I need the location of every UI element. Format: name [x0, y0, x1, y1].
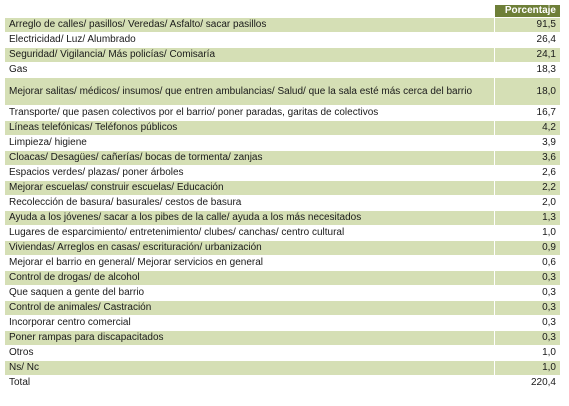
row-value: 18,3 [495, 63, 561, 78]
total-row [5, 376, 561, 391]
table-row [5, 241, 561, 256]
row-label: Arreglo de calles/ pasillos/ Veredas/ Asfalto/ sacar pasillos [5, 18, 495, 33]
row-label: Viviendas/ Arreglos en casas/ escrituración/ urbanización [5, 241, 495, 256]
row-value: 16,7 [495, 106, 561, 121]
row-label: Ns/ Nc [5, 361, 495, 376]
table-row [5, 226, 561, 241]
row-label: Control de animales/ Castración [5, 301, 495, 316]
table-row [5, 196, 561, 211]
table-row [5, 211, 561, 226]
row-label: Poner rampas para discapacitados [5, 331, 495, 346]
total-value: 220,4 [495, 376, 561, 391]
row-label: Que saquen a gente del barrio [5, 286, 495, 301]
row-value: 1,0 [495, 226, 561, 241]
table-header-row [5, 5, 561, 18]
row-value: 26,4 [495, 33, 561, 48]
row-label: Electricidad/ Luz/ Alumbrado [5, 33, 495, 48]
table-row [5, 18, 561, 33]
row-label: Líneas telefónicas/ Teléfonos públicos [5, 121, 495, 136]
row-value: 2,2 [495, 181, 561, 196]
row-label: Mejorar escuelas/ construir escuelas/ Educación [5, 181, 495, 196]
row-label: Mejorar el barrio en general/ Mejorar servicios en general [5, 256, 495, 271]
row-label: Incorporar centro comercial [5, 316, 495, 331]
table-row [5, 286, 561, 301]
row-value: 0,3 [495, 331, 561, 346]
row-value: 2,0 [495, 196, 561, 211]
row-value: 3,6 [495, 151, 561, 166]
row-label: Transporte/ que pasen colectivos por el barrio/ poner paradas, garitas de colectivos [5, 106, 495, 121]
row-value: 91,5 [495, 18, 561, 33]
row-value: 1,0 [495, 361, 561, 376]
header-label-cell [5, 5, 495, 18]
table-row [5, 48, 561, 63]
table-row [5, 136, 561, 151]
row-value: 2,6 [495, 166, 561, 181]
table-row [5, 151, 561, 166]
row-value: 4,2 [495, 121, 561, 136]
table-row [5, 106, 561, 121]
row-label: Gas [5, 63, 495, 78]
table-row [5, 361, 561, 376]
survey-table [4, 4, 561, 391]
row-label: Lugares de esparcimiento/ entretenimiento/ clubes/ canchas/ centro cultural [5, 226, 495, 241]
row-value: 3,9 [495, 136, 561, 151]
row-value: 0,3 [495, 271, 561, 286]
total-label: Total [5, 376, 495, 391]
table-row [5, 301, 561, 316]
table-row [5, 181, 561, 196]
table-row [5, 78, 561, 106]
row-value: 24,1 [495, 48, 561, 63]
table-row [5, 256, 561, 271]
row-label: Seguridad/ Vigilancia/ Más policías/ Comisaría [5, 48, 495, 63]
row-value: 0,9 [495, 241, 561, 256]
row-value: 0,3 [495, 301, 561, 316]
row-label: Espacios verdes/ plazas/ poner árboles [5, 166, 495, 181]
table-row [5, 271, 561, 286]
row-value: 1,0 [495, 346, 561, 361]
table-row [5, 316, 561, 331]
table-row [5, 346, 561, 361]
row-label: Mejorar salitas/ médicos/ insumos/ que entren ambulancias/ Salud/ que la sala esté más cerca del barrio [5, 78, 495, 106]
row-value: 0,6 [495, 256, 561, 271]
row-label: Recolección de basura/ basurales/ cestos de basura [5, 196, 495, 211]
row-value: 0,3 [495, 286, 561, 301]
row-value: 18,0 [495, 78, 561, 106]
table-row [5, 63, 561, 78]
header-percentage: Porcentaje [495, 5, 561, 18]
row-label: Otros [5, 346, 495, 361]
row-label: Cloacas/ Desagües/ cañerías/ bocas de tormenta/ zanjas [5, 151, 495, 166]
table-row [5, 33, 561, 48]
row-label: Control de drogas/ de alcohol [5, 271, 495, 286]
row-label: Limpieza/ higiene [5, 136, 495, 151]
table-row [5, 331, 561, 346]
row-value: 0,3 [495, 316, 561, 331]
table-row [5, 121, 561, 136]
row-label: Ayuda a los jóvenes/ sacar a los pibes de la calle/ ayuda a los más necesitados [5, 211, 495, 226]
table-row [5, 166, 561, 181]
row-value: 1,3 [495, 211, 561, 226]
